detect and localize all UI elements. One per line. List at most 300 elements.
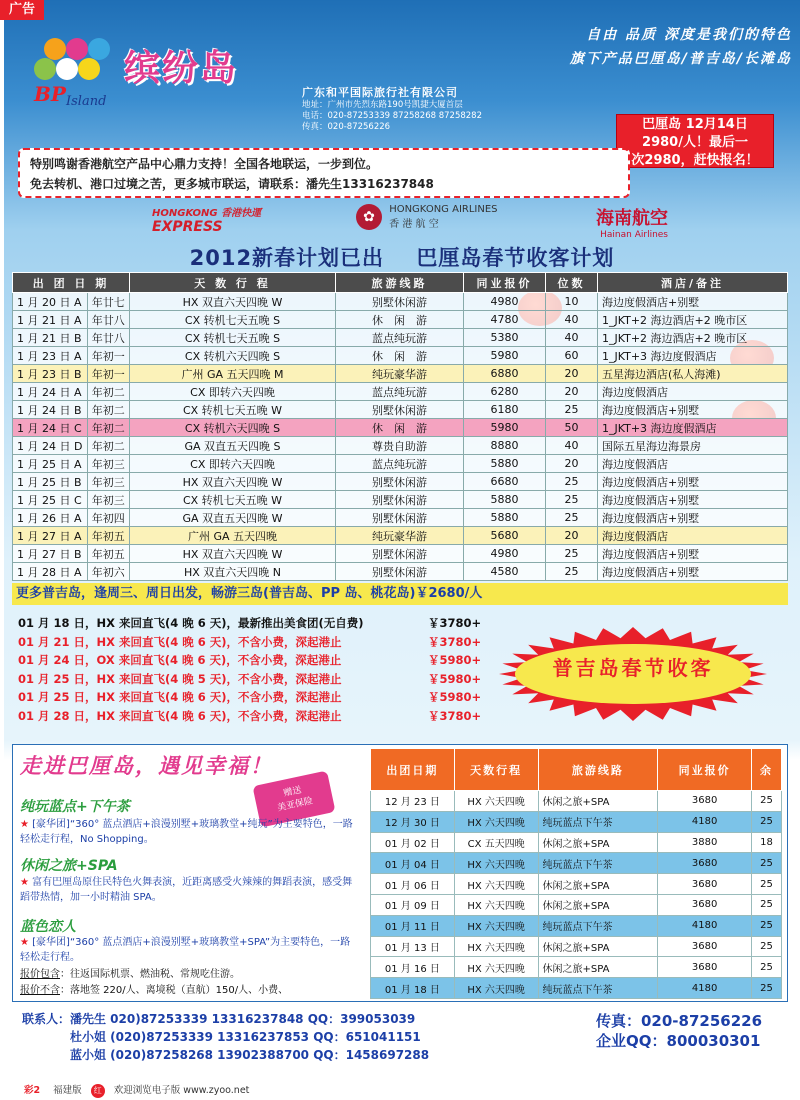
table-row (13, 473, 788, 491)
cell-date: 01 月 04 日 (371, 853, 455, 874)
hainan-en: Hainan Airlines (600, 230, 668, 240)
promo-box (616, 114, 774, 168)
cell-route: 纯玩豪华游 (336, 527, 464, 545)
cell-price: 6180 (464, 401, 546, 419)
cell-route: 纯玩蓝点下午茶 (538, 978, 658, 999)
table-row (371, 791, 782, 812)
star-icon: ★ (20, 937, 33, 948)
date-text: 1 月 28 日 A (17, 565, 82, 579)
promo-line: 2980/人！最后一 (642, 135, 748, 150)
promo-line: 巴厘岛 12月14日 (642, 117, 748, 132)
cell-itinerary: GA 双直五天四晚 S (130, 437, 336, 455)
red-circle-icon: 红 (91, 1084, 105, 1098)
page-number: 彩2 (24, 1085, 41, 1096)
cell-route: 纯玩蓝点下午茶 (538, 853, 658, 874)
cell-itinerary: HX 六天四晚 (454, 894, 538, 915)
phuket-burst-text: 普吉岛春节收客 (552, 656, 714, 680)
cell-price: 4180 (658, 978, 752, 999)
cell-price: 5980 (464, 347, 546, 365)
company-phone: 电话：020-87253339 87258268 87258282 (302, 111, 482, 121)
table-row (371, 978, 782, 999)
package-title: 纯玩蓝点+下午茶 (20, 799, 130, 815)
phuket-line-text: 01 月 24 日，OX 来回直飞(4 晚 6 天)，不含小费，深起港止 (18, 653, 342, 667)
package-title: 蓝色恋人 (20, 919, 76, 935)
cell-lunar: 年初一 (87, 365, 129, 383)
cell-route: 别墅休闲游 (336, 509, 464, 527)
col-header: 天数行程 (454, 749, 538, 791)
date-text: 1 月 24 日 A (17, 385, 82, 399)
cell-price: 3680 (658, 894, 752, 915)
gift-line: 美亚保险 (276, 796, 314, 814)
cell-seats: 25 (546, 545, 598, 563)
table-row (371, 915, 782, 936)
table-row (13, 365, 788, 383)
cell-lunar: 年廿八 (87, 329, 129, 347)
cell-route: 纯玩蓝点下午茶 (538, 915, 658, 936)
package-title: 休闲之旅+SPA (20, 858, 118, 874)
phuket-line (18, 688, 538, 707)
col-header: 出 团 日 期 (13, 273, 130, 293)
cell-lunar: 年初三 (87, 455, 129, 473)
cell-price: 4180 (658, 811, 752, 832)
cell-lunar: 年初六 (87, 563, 129, 581)
headline: 2012新春计划已出 巴厘岛春节收客计划 (189, 246, 615, 270)
cell-route: 纯玩豪华游 (336, 365, 464, 383)
cell-route: 别墅休闲游 (336, 545, 464, 563)
phuket-line-text: 01 月 25 日，HX 来回直飞(4 晚 5 天)，不含小费，深起港止 (18, 671, 342, 686)
cell-price: 5880 (464, 455, 546, 473)
cell-price: 4980 (464, 545, 546, 563)
cell-lunar: 年初五 (87, 545, 129, 563)
cell-itinerary: HX 六天四晚 (454, 915, 538, 936)
bali-departure-table (370, 748, 782, 999)
cell-seats: 25 (546, 491, 598, 509)
col-header: 位数 (546, 273, 598, 293)
logo-island-text: Island (66, 94, 107, 109)
enterprise-qq: 企业QQ：800030301 (596, 1032, 761, 1050)
cell-lunar: 年初三 (87, 473, 129, 491)
col-header: 余 (752, 749, 782, 791)
exclude-text: ：落地签 220/人、离境税（直航）150/人、小费、 (60, 985, 289, 996)
cell-date: 01 月 11 日 (371, 915, 455, 936)
phuket-header: 更多普吉岛，逢周三、周日出发，畅游三岛(普吉岛、PP 岛、桃花岛)￥2680/人 (12, 583, 788, 605)
package-desc (20, 818, 360, 847)
cell-itinerary: CX 五天四晚 (454, 832, 538, 853)
flower-icon: ✿ (356, 204, 382, 230)
date-text: 1 月 24 日 C (17, 421, 82, 435)
contacts (22, 1010, 582, 1064)
cell-route: 休闲之旅+SPA (538, 936, 658, 957)
table-row (13, 509, 788, 527)
cell-date (13, 383, 88, 401)
phuket-line-price: ￥3780+ (428, 616, 482, 630)
thanks-line-2: 免去转机、港口过境之苦，更多城市联运，请联系：潘先生13316237848 (30, 177, 434, 191)
cell-seats: 25 (546, 563, 598, 581)
cell-route: 别墅休闲游 (336, 293, 464, 311)
cell-itinerary: CX 转机六天四晚 S (130, 347, 336, 365)
cell-itinerary: HX 六天四晚 (454, 853, 538, 874)
cell-date (13, 437, 88, 455)
cell-seats: 40 (546, 311, 598, 329)
date-text: 1 月 21 日 A (17, 313, 82, 327)
cell-date (13, 293, 88, 311)
ad-tag: 广告 (0, 0, 44, 20)
brand-title: 缤纷岛 (124, 48, 239, 89)
bali-new-year-table (12, 272, 788, 581)
cell-hotel: 五星海边酒店(私人海滩) (598, 365, 788, 383)
phuket-line-text: 01 月 18 日，HX 来回直飞(4 晚 6 天)，最新推出美食团(无自费) (18, 616, 364, 630)
cell-seats: 25 (752, 894, 782, 915)
date-text: 1 月 20 日 A (17, 295, 82, 309)
cell-seats: 50 (546, 419, 598, 437)
phuket-list (18, 614, 538, 725)
cell-lunar: 年初二 (87, 419, 129, 437)
table-row (371, 874, 782, 895)
cell-itinerary: CX 转机六天四晚 S (130, 419, 336, 437)
cell-lunar: 年初五 (87, 527, 129, 545)
cell-route: 别墅休闲游 (336, 473, 464, 491)
footer (0, 1082, 800, 1100)
contact-line: 蓝小姐 (020)87258268 13902388700 QQ：1458697288 (22, 1048, 430, 1062)
date-text: 1 月 23 日 B (17, 367, 82, 381)
phuket-line-price: ￥3780+ (428, 708, 482, 723)
cell-seats: 25 (752, 811, 782, 832)
cell-date (13, 329, 88, 347)
package-desc-text: [豪华团]“360° 蓝点酒店+浪漫别墅+玻璃教堂+SPA”为主要特色，一路轻松走行程。 (20, 937, 351, 963)
slogan-1: 自由 品质 深度是我们的特色 (586, 27, 792, 43)
date-text: 1 月 24 日 D (17, 439, 83, 453)
cell-date (13, 545, 88, 563)
include-label: 报价包含 (20, 969, 60, 980)
gift-line: 赠送 (282, 785, 303, 799)
cell-itinerary: CX 即转六天四晚 (130, 383, 336, 401)
cell-hotel: 1_JKT+2 海边酒店+2 晚市区 (598, 329, 788, 347)
table-row (13, 329, 788, 347)
cell-seats: 25 (752, 978, 782, 999)
cell-hotel: 1_JKT+3 海边度假酒店 (598, 419, 788, 437)
cell-hotel: 1_JKT+2 海边酒店+2 晚市区 (598, 311, 788, 329)
cell-hotel: 海边度假酒店+别墅 (598, 473, 788, 491)
table-row (371, 957, 782, 978)
col-header: 旅游线路 (336, 273, 464, 293)
table-row (371, 936, 782, 957)
cell-date (13, 491, 88, 509)
cell-seats: 25 (752, 853, 782, 874)
cell-lunar: 年廿八 (87, 311, 129, 329)
brand-logo (34, 38, 134, 110)
thanks-line-1: 特别鸣谢香港航空产品中心鼎力支持！全国各地联运，一步到位。 (30, 157, 379, 171)
cell-itinerary: HX 六天四晚 (454, 811, 538, 832)
cell-lunar: 年初三 (87, 491, 129, 509)
cell-price: 3680 (658, 936, 752, 957)
cell-route: 蓝点纯玩游 (336, 329, 464, 347)
phuket-line (18, 633, 538, 652)
cell-lunar: 年初四 (87, 509, 129, 527)
cell-date (13, 419, 88, 437)
logo-bp-text: BP (34, 82, 66, 106)
date-text: 1 月 24 日 B (17, 403, 82, 417)
hk-express-logo (152, 204, 261, 235)
company-fax: 传真：020-87256226 (302, 122, 391, 132)
phuket-line-text: 01 月 25 日，HX 来回直飞(4 晚 6 天)，不含小费，深起港止 (18, 690, 342, 704)
cell-hotel: 海边度假酒店 (598, 383, 788, 401)
cell-route: 蓝点纯玩游 (336, 455, 464, 473)
col-header: 酒店/备注 (598, 273, 788, 293)
cell-seats: 25 (752, 957, 782, 978)
table-row (13, 455, 788, 473)
package-desc (20, 876, 360, 905)
table-row (13, 419, 788, 437)
price-exclude-note (20, 984, 366, 998)
package-desc (20, 936, 360, 965)
cell-date: 01 月 13 日 (371, 936, 455, 957)
cell-seats: 25 (546, 509, 598, 527)
cell-lunar: 年初一 (87, 347, 129, 365)
date-text: 1 月 25 日 A (17, 457, 82, 471)
date-text: 1 月 21 日 B (17, 331, 82, 345)
exclude-label: 报价不含 (20, 985, 60, 996)
cell-route: 休闲之旅+SPA (538, 894, 658, 915)
date-text: 1 月 25 日 B (17, 475, 82, 489)
cell-date (13, 509, 88, 527)
table-row (371, 832, 782, 853)
date-text: 1 月 27 日 B (17, 547, 82, 561)
slogan-2: 旗下产品巴厘岛/普吉岛/长滩岛 (569, 51, 792, 67)
table-row (13, 347, 788, 365)
hk-airlines-logo (356, 204, 498, 230)
cell-lunar: 年初二 (87, 401, 129, 419)
hk-airlines-en: HONGKONG AIRLINES (389, 204, 498, 215)
date-text: 1 月 25 日 C (17, 493, 82, 507)
cell-seats: 20 (546, 455, 598, 473)
phuket-line (18, 651, 538, 670)
price-include-note (20, 968, 366, 982)
promo-line: 次2980，赶快报名！ (631, 153, 759, 168)
cell-itinerary: 广州 GA 五天四晚 (130, 527, 336, 545)
cell-itinerary: HX 六天四晚 (454, 978, 538, 999)
cell-seats: 60 (546, 347, 598, 365)
cell-lunar: 年廿七 (87, 293, 129, 311)
cell-price: 3680 (658, 853, 752, 874)
table-row (13, 527, 788, 545)
hk-express-en: EXPRESS (152, 219, 223, 235)
cell-lunar: 年初二 (87, 437, 129, 455)
cell-route: 休闲之旅+SPA (538, 957, 658, 978)
cell-seats: 20 (546, 365, 598, 383)
cell-price: 5880 (464, 509, 546, 527)
cell-itinerary: CX 即转六天四晚 (130, 455, 336, 473)
cell-hotel: 海边度假酒店+别墅 (598, 401, 788, 419)
bali-title: 走进巴厘岛，遇见幸福！ (20, 754, 273, 778)
cell-itinerary: HX 双直六天四晚 N (130, 563, 336, 581)
phuket-line-price: ￥5980+ (428, 671, 482, 686)
cell-price: 3880 (658, 832, 752, 853)
cell-route: 纯玩蓝点下午茶 (538, 811, 658, 832)
cell-date (13, 401, 88, 419)
cell-date: 12 月 23 日 (371, 791, 455, 812)
cell-date (13, 473, 88, 491)
col-header: 出团日期 (371, 749, 455, 791)
package-desc-text: 富有巴厘岛原住民特色火舞表演，近距离感受火辣辣的舞蹈表演，感受舞蹈带热情，加一小时精油 SPA。 (20, 877, 353, 903)
cell-seats: 40 (546, 437, 598, 455)
cell-itinerary: HX 双直六天四晚 W (130, 473, 336, 491)
cell-seats: 25 (752, 936, 782, 957)
cell-hotel: 海边度假酒店+别墅 (598, 545, 788, 563)
date-text: 1 月 26 日 A (17, 511, 82, 525)
cell-price: 6280 (464, 383, 546, 401)
cell-price: 5980 (464, 419, 546, 437)
col-header: 同业报价 (464, 273, 546, 293)
cell-itinerary: HX 双直六天四晚 W (130, 545, 336, 563)
cell-itinerary: CX 转机七天五晚 S (130, 311, 336, 329)
cell-date (13, 527, 88, 545)
col-header: 旅游线路 (538, 749, 658, 791)
cell-lunar: 年初二 (87, 383, 129, 401)
cell-seats: 25 (546, 401, 598, 419)
cell-itinerary: HX 六天四晚 (454, 957, 538, 978)
cell-itinerary: 广州 GA 五天四晚 M (130, 365, 336, 383)
cell-seats: 25 (546, 473, 598, 491)
company-info (302, 100, 482, 133)
table-header-row (371, 749, 782, 791)
cell-itinerary: HX 六天四晚 (454, 936, 538, 957)
cell-price: 3680 (658, 957, 752, 978)
cell-seats: 25 (752, 874, 782, 895)
cell-hotel: 海边度假酒店+别墅 (598, 509, 788, 527)
cell-route: 尊贵自助游 (336, 437, 464, 455)
cell-route: 休闲之旅+SPA (538, 874, 658, 895)
table-row (13, 383, 788, 401)
date-text: 1 月 23 日 A (17, 349, 82, 363)
cell-route: 别墅休闲游 (336, 563, 464, 581)
cell-itinerary: GA 双直五天四晚 W (130, 509, 336, 527)
hk-airlines-cn: 香 港 航 空 (389, 219, 439, 230)
cell-price: 4180 (658, 915, 752, 936)
table-row (13, 545, 788, 563)
hk-express-cn: HONGKONG 香港快運 (152, 208, 262, 219)
cell-itinerary: CX 转机七天五晚 S (130, 329, 336, 347)
cell-route: 别墅休闲游 (336, 401, 464, 419)
company-name: 广东和平国际旅行社有限公司 (302, 86, 458, 99)
hainan-airlines-logo (596, 204, 668, 240)
cell-date (13, 365, 88, 383)
table-row (13, 491, 788, 509)
cell-price: 4580 (464, 563, 546, 581)
cell-hotel: 海边度假酒店+别墅 (598, 563, 788, 581)
cell-itinerary: HX 六天四晚 (454, 874, 538, 895)
cell-price: 5680 (464, 527, 546, 545)
cell-hotel: 海边度假酒店+别墅 (598, 293, 788, 311)
star-icon: ★ (20, 819, 33, 830)
table-row (371, 853, 782, 874)
cell-itinerary: CX 转机七天五晚 W (130, 491, 336, 509)
phuket-line-price: ￥5980+ (428, 690, 482, 704)
cell-seats: 25 (752, 791, 782, 812)
thanks-box (18, 148, 630, 198)
table-row (13, 401, 788, 419)
cell-itinerary: HX 六天四晚 (454, 791, 538, 812)
cell-date (13, 311, 88, 329)
cell-route: 休闲之旅+SPA (538, 832, 658, 853)
table-header-row (13, 273, 788, 293)
cell-hotel: 海边度假酒店 (598, 527, 788, 545)
cell-price: 8880 (464, 437, 546, 455)
table-row (371, 811, 782, 832)
cell-date (13, 455, 88, 473)
table-row (371, 894, 782, 915)
phuket-line-text: 01 月 28 日，HX 来回直飞(4 晚 6 天)，不含小费，深起港止 (18, 708, 342, 723)
table-row (13, 311, 788, 329)
cell-route: 休闲之旅+SPA (538, 791, 658, 812)
table-row (13, 437, 788, 455)
site-link[interactable]: 欢迎浏览电子版 www.zyoo.net (113, 1085, 250, 1096)
cell-hotel: 海边度假酒店 (598, 455, 788, 473)
cell-route: 别墅休闲游 (336, 491, 464, 509)
cell-route: 蓝点纯玩游 (336, 383, 464, 401)
edition: 福建版 (53, 1085, 82, 1096)
contact-line: 联系人：潘先生 020)87253339 13316237848 QQ：399053039 (22, 1012, 416, 1026)
cell-price: 5880 (464, 491, 546, 509)
cell-date: 01 月 02 日 (371, 832, 455, 853)
cell-date: 01 月 09 日 (371, 894, 455, 915)
phuket-line (18, 614, 538, 633)
cell-date: 01 月 06 日 (371, 874, 455, 895)
cell-itinerary: CX 转机七天五晚 W (130, 401, 336, 419)
cell-price: 3680 (658, 791, 752, 812)
cell-date (13, 563, 88, 581)
phuket-line-text: 01 月 21 日，HX 来回直飞(4 晚 6 天)，不含小费，深起港止 (18, 634, 342, 649)
cell-seats: 25 (752, 915, 782, 936)
package-desc-text: [豪华团]“360° 蓝点酒店+浪漫别墅+玻璃教堂+纯玩”为主要特色，一路轻松走行程，No Shopping。 (20, 819, 353, 845)
table-row (13, 293, 788, 311)
table-row (13, 563, 788, 581)
cell-date: 12 月 30 日 (371, 811, 455, 832)
cell-price: 6680 (464, 473, 546, 491)
cell-route: 休 闲 游 (336, 419, 464, 437)
cell-seats: 10 (546, 293, 598, 311)
cell-seats: 20 (546, 527, 598, 545)
col-header: 天 数 行 程 (130, 273, 336, 293)
phuket-line (18, 670, 538, 689)
company-address: 地址：广州市先烈东路190号凯捷大厦首层 (302, 100, 463, 110)
cell-price: 3680 (658, 874, 752, 895)
cell-seats: 40 (546, 329, 598, 347)
cell-price: 5380 (464, 329, 546, 347)
cell-date: 01 月 18 日 (371, 978, 455, 999)
fax-number: 传真：020-87256226 (596, 1012, 763, 1030)
col-header: 同业报价 (658, 749, 752, 791)
cell-route: 休 闲 游 (336, 311, 464, 329)
contact-line: 杜小姐 (020)87253339 13316237853 QQ：651041151 (22, 1030, 421, 1044)
star-icon: ★ (20, 877, 33, 888)
cell-price: 6880 (464, 365, 546, 383)
phuket-line-price: ￥5980+ (428, 653, 482, 667)
phuket-line-price: ￥3780+ (428, 634, 482, 649)
include-text: ：往返国际机票、燃油税、常规吃住游。 (60, 969, 240, 980)
cell-price: 4980 (464, 293, 546, 311)
cell-route: 休 闲 游 (336, 347, 464, 365)
cell-price: 4780 (464, 311, 546, 329)
cell-hotel: 国际五星海边海景房 (598, 437, 788, 455)
cell-seats: 18 (752, 832, 782, 853)
hainan-cn: 海南航空 (596, 208, 668, 229)
cell-itinerary: HX 双直六天四晚 W (130, 293, 336, 311)
cell-date: 01 月 16 日 (371, 957, 455, 978)
cell-hotel: 海边度假酒店+别墅 (598, 491, 788, 509)
cell-seats: 20 (546, 383, 598, 401)
cell-hotel: 1_JKT+3 海边度假酒店 (598, 347, 788, 365)
date-text: 1 月 27 日 A (17, 529, 82, 543)
